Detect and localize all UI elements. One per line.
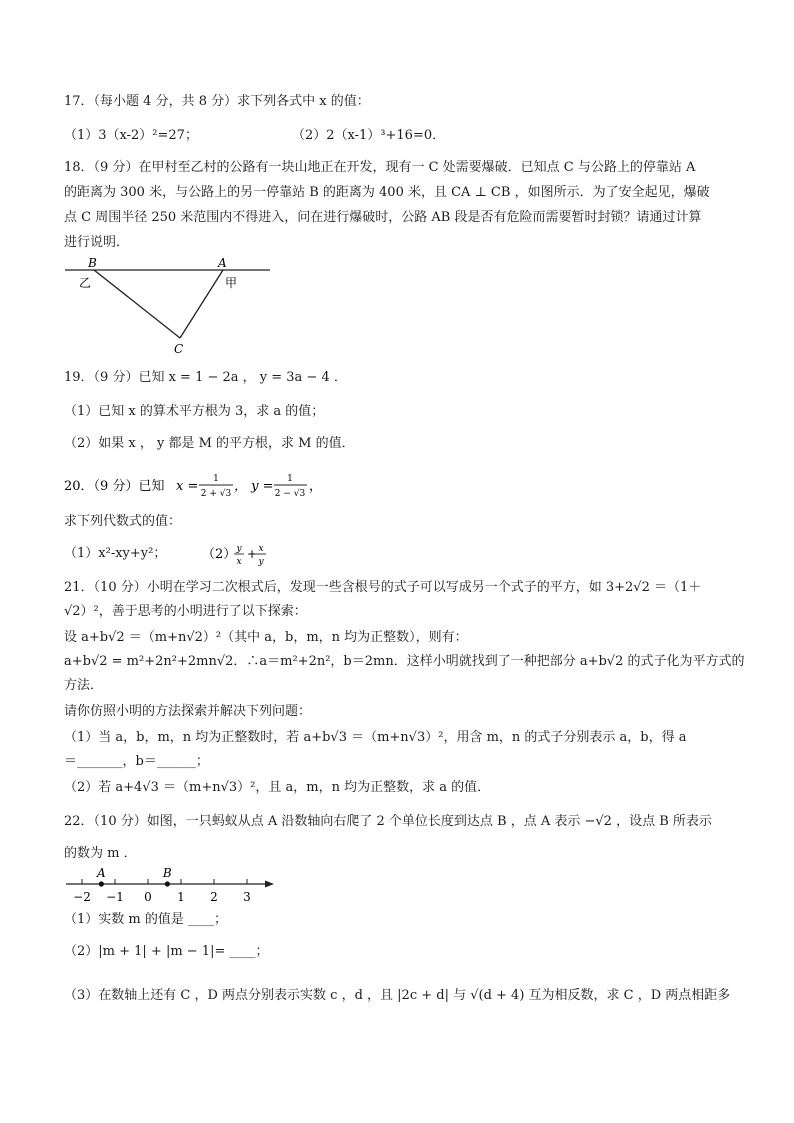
- q20-plus: +: [247, 547, 258, 561]
- village-yi-label: 乙: [79, 276, 92, 290]
- q22-part3: （3）在数轴上还有 C ，D 两点分别表示实数 c ，d ，且 |2c + d| 与 √(d + 4) 互为相反数，求 C ，D 两点相距多: [64, 988, 731, 1003]
- q18-line2: 的距离为 300 米，与公路上的另一停靠站 B 的距离为 400 米，且 CA ⊥ CB ，如图所示．为了安全起见，爆破: [64, 185, 710, 200]
- q20-y-denominator: 2 − √3: [274, 489, 306, 499]
- q20-tail: ，: [309, 479, 322, 494]
- q20-y-numerator: 1: [287, 474, 293, 484]
- q22-part2: （2）|m + 1| + |m − 1|= ____；: [64, 944, 269, 959]
- q17-part1: （1）3（x-2）²=27；: [64, 128, 198, 143]
- q20-part2-expression: [200, 538, 280, 570]
- point-A-label: A: [97, 866, 106, 880]
- q20-lead: 20．（9 分）已知: [64, 479, 165, 494]
- point-A-label: A: [218, 256, 227, 270]
- q18-triangle-figure: [60, 252, 275, 357]
- q20-y-eq: ， y =: [234, 479, 274, 494]
- q21-line2: √2）²，善于思考的小明进行了以下探索：: [64, 604, 307, 619]
- q20-frac2-den: y: [258, 557, 264, 567]
- tick-label: −1: [106, 890, 124, 904]
- tick-label: 1: [177, 890, 185, 904]
- q18-line3: 点 C 周围半径 250 米范围内不得进入，问在进行爆破时，公路 AB 段是否有危险而需要暂时封锁？请通过计算: [64, 210, 702, 225]
- q20-frac1-den: x: [236, 557, 242, 567]
- q20-x-denominator: 2 + √3: [200, 489, 232, 499]
- point-B-dot: [165, 881, 170, 886]
- q17-stem: 17．（每小题 4 分，共 8 分）求下列各式中 x 的值：: [64, 94, 370, 109]
- q20-frac2-num: x: [258, 544, 264, 554]
- q17-part2: （2）2（x-1）³+16=0．: [292, 128, 446, 143]
- q22-number-line: [60, 864, 280, 908]
- q20-x-numerator: 1: [213, 474, 219, 484]
- point-C-label: C: [174, 342, 184, 356]
- tick-label: 3: [243, 890, 251, 904]
- point-B-label: B: [88, 256, 97, 270]
- q19-part2: （2）如果 x ， y 都是 M 的平方根，求 M 的值．: [64, 436, 355, 451]
- village-jia-label: 甲: [225, 276, 238, 290]
- q18-line4: 进行说明．: [64, 235, 130, 250]
- point-A-dot: [99, 881, 104, 886]
- q21-line6: 请你仿照小明的方法探索并解决下列问题：: [64, 704, 312, 719]
- tick-label: 2: [210, 890, 218, 904]
- q20-x-eq: x =: [176, 479, 199, 494]
- q18-line1: 18．（9 分）在甲村至乙村的公路有一块山地正在开发，现有一 C 处需要爆破．已知点 C 与公路上的停靠站 A: [64, 160, 696, 175]
- axis-arrow: [265, 881, 274, 888]
- q20-given-expression: [62, 468, 322, 502]
- q20-part2-label: （2）: [202, 547, 237, 562]
- q21-line9: （2）若 a+4√3 ＝（m+n√3）²，且 a，m，n 均为正整数，求 a 的值．: [64, 780, 491, 795]
- point-B-label: B: [162, 866, 172, 880]
- q19-part1: （1）已知 x 的算术平方根为 3，求 a 的值；: [64, 404, 325, 419]
- q19-stem: 19．（9 分）已知 x = 1 − 2a ， y = 3a − 4 ．: [64, 370, 347, 385]
- q20-part1: （1）x²-xy+y²；: [64, 546, 167, 561]
- q20-line2: 求下列代数式的值：: [64, 514, 182, 529]
- q21-line3: 设 a+b√2 ＝（m+n√2）²（其中 a，b，m，n 均为正整数），则有：: [64, 630, 468, 645]
- tick-label: 0: [144, 890, 152, 904]
- segment-BC: [94, 270, 180, 338]
- q22-part1: （1）实数 m 的值是 ____；: [64, 912, 227, 927]
- q20-frac1-num: y: [236, 544, 242, 554]
- q21-line8: ＝_______，b＝______；: [64, 754, 209, 769]
- q21-line5: 方法．: [64, 678, 104, 693]
- q21-line4: a+b√2 = m²+2n²+2mn√2．∴a＝m²+2n²，b＝2mn．这样小明就找到了一种把部分 a+b√2 的式子化为平方式的: [64, 654, 745, 669]
- q21-line1: 21．（10 分）小明在学习二次根式后，发现一些含根号的式子可以写成另一个式子的平方，如 3+2√2 ＝（1＋: [64, 580, 702, 595]
- tick-label: −2: [73, 890, 91, 904]
- q22-line1: 22．（10 分）如图，一只蚂蚁从点 A 沿数轴向右爬了 2 个单位长度到达点 B ，点 A 表示 −√2 ，设点 B 所表示: [64, 814, 712, 829]
- q22-line2: 的数为 m ．: [64, 846, 137, 861]
- q21-line7: （1）当 a，b，m，n 均为正整数时，若 a+b√3 ＝（m+n√3）²，用含 m，n 的式子分别表示 a，b，得 a: [64, 730, 687, 745]
- segment-AC: [180, 270, 223, 338]
